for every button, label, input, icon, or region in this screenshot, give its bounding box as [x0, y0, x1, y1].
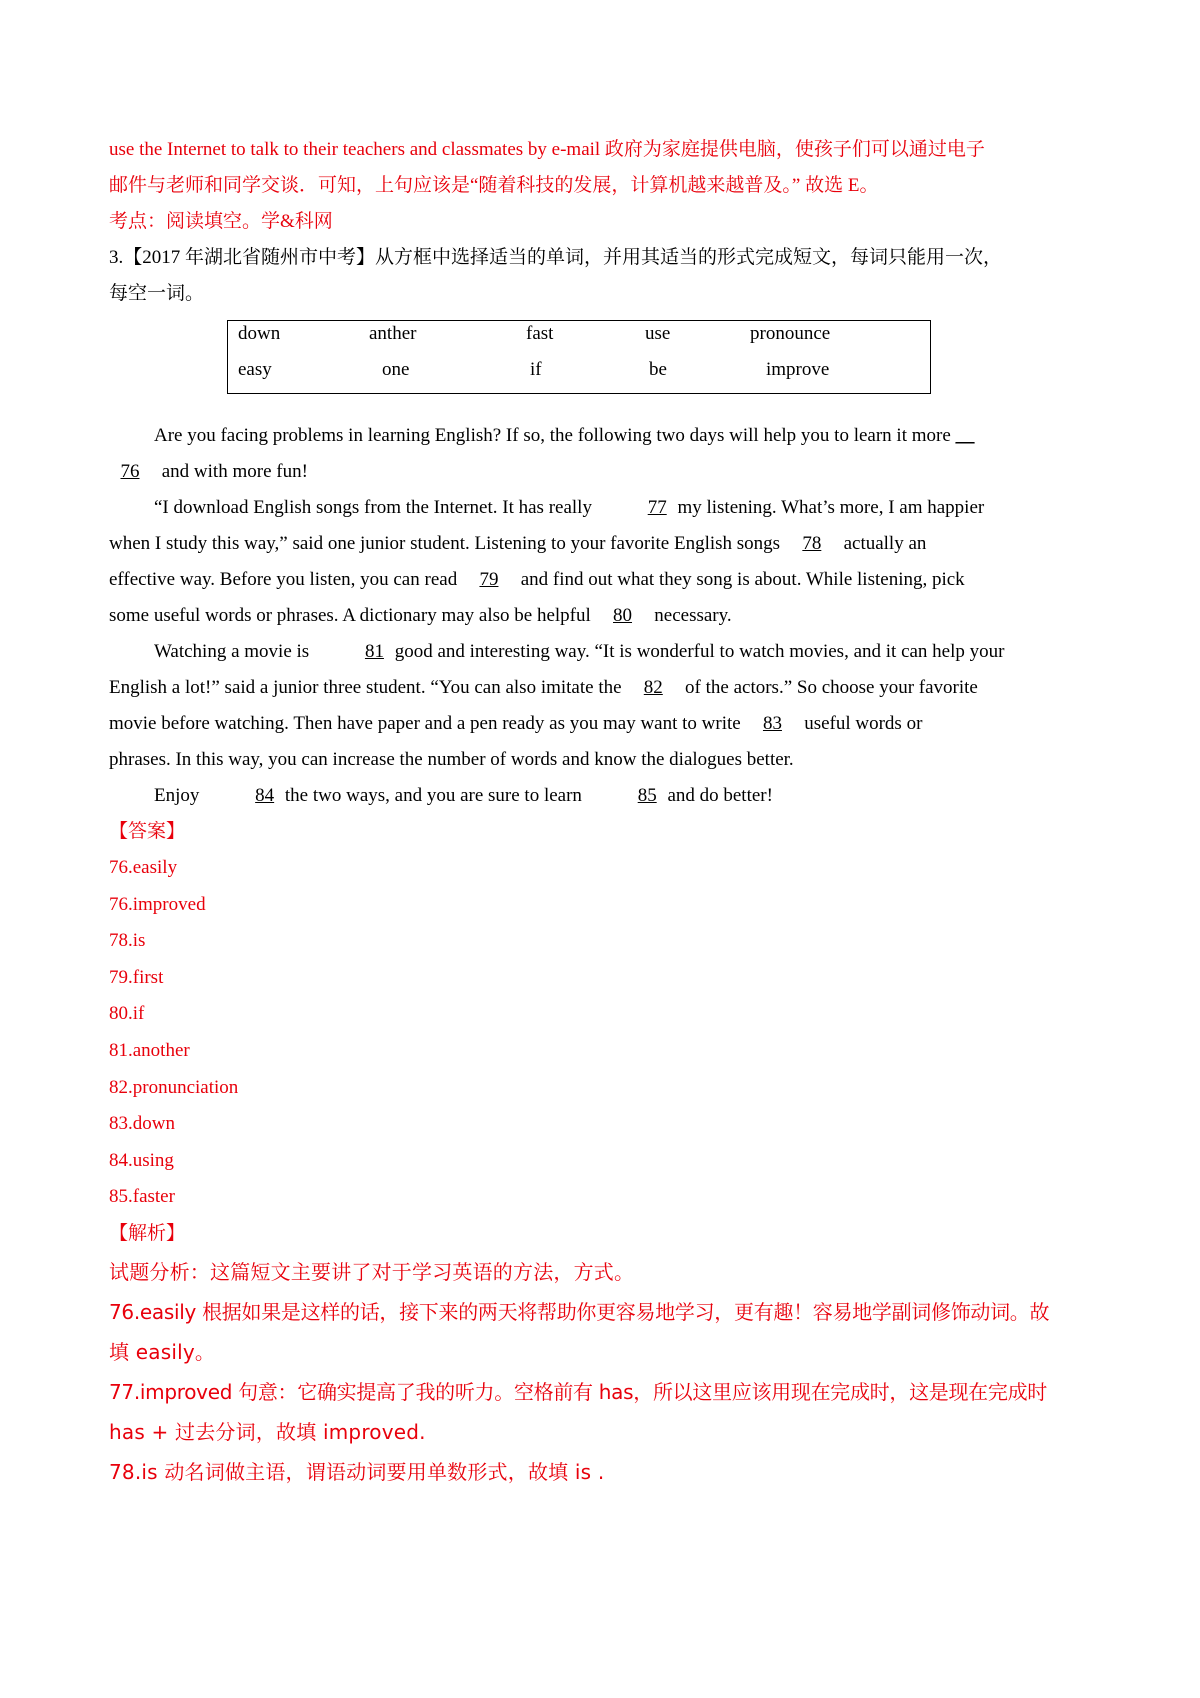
blank-85: 85 — [637, 785, 657, 806]
question-title: 3.【2017 年湖北省随州市中考】从方框中选择适当的单词，并用其适当的形式完成短文，每词只能用一次， — [109, 247, 1003, 268]
word-box-item: if — [530, 359, 542, 380]
answer-item: 79.first — [109, 966, 164, 988]
answer-item: 82.pronunciation — [109, 1076, 239, 1098]
answer-item: 81.another — [109, 1039, 190, 1061]
passage-line: Watching a movie is 81 good and interesting way. “It is wonderful to watch movies, and it can help your — [109, 634, 1099, 670]
passage-line: Enjoy 84 the two ways, and you are sure to learn 85 and do better! — [109, 778, 1099, 814]
word-box-item: be — [649, 359, 667, 380]
word-box-item: one — [382, 359, 410, 380]
passage-line: when I study this way,” said one junior student. Listening to your favorite English songs 78 actually an — [109, 526, 1099, 562]
analysis-line: 76.easily 根据如果是这样的话，接下来的两天将帮助你更容易地学习，更有趣！容易地学副词修饰动词。故 — [109, 1299, 1050, 1324]
analysis-line: 填 easily。 — [109, 1339, 216, 1364]
answer-item: 76.improved — [109, 893, 206, 915]
passage — [109, 418, 1099, 814]
word-box — [227, 320, 931, 394]
analysis-line: 试题分析：这篇短文主要讲了对于学习英语的方法，方式。 — [109, 1259, 635, 1284]
question-title-cont: 每空一词。 — [109, 283, 205, 304]
analysis-header: 【解析】 — [109, 1222, 186, 1244]
passage-line: “I download English songs from the Internet. It has really 77 my listening. What’s more, I am happier — [109, 490, 1099, 526]
passage-line: 76 and with more fun! — [109, 454, 1099, 490]
passage-line: effective way. Before you listen, you can read 79 and find out what they song is about. While listening, pick — [109, 562, 1099, 598]
blank-76: 76 — [120, 461, 140, 482]
prev-explanation-line: use the Internet to talk to their teachers and classmates by e-mail 政府为家庭提供电脑，使孩子们可以通过电子 — [109, 139, 985, 160]
answer-item: 76.easily — [109, 857, 178, 878]
blank-80: 80 — [613, 605, 633, 626]
passage-line: Are you facing problems in learning English? If so, the following two days will help you to learn it more __ — [154, 425, 975, 446]
word-box-item: down — [238, 323, 281, 344]
word-box-item: easy — [238, 359, 272, 380]
prev-explanation-line: 邮件与老师和同学交谈．可知，上句应该是“随着科技的发展，计算机越来越普及。” 故选 E。 — [109, 175, 879, 196]
analysis-line: 78.is 动名词做主语，谓语动词要用单数形式，故填 is . — [109, 1459, 605, 1484]
blank-81: 81 — [364, 641, 384, 662]
word-box-item: fast — [526, 323, 554, 344]
passage-line: phrases. In this way, you can increase the number of words and know the dialogues better. — [109, 749, 794, 770]
analysis-section — [109, 1252, 1099, 1492]
word-box-item: use — [645, 323, 671, 344]
answer-item: 85.faster — [109, 1186, 175, 1208]
blank-82: 82 — [643, 677, 663, 698]
answer-item: 84.using — [109, 1149, 174, 1171]
answer-list — [109, 850, 1099, 1216]
word-box-item: improve — [766, 359, 830, 380]
passage-line: movie before watching. Then have paper and a pen ready as you may want to write 83 useful words or — [109, 706, 1099, 742]
analysis-line: 77.improved 句意：它确实提高了我的听力。空格前有 has，所以这里应该用现在完成时，这是现在完成时 — [109, 1379, 1047, 1404]
answer-item: 80.if — [109, 1003, 145, 1025]
document-page — [109, 132, 1099, 1492]
blank-84: 84 — [255, 785, 275, 806]
answer-item: 83.down — [109, 1113, 175, 1135]
analysis-line: has + 过去分词，故填 improved. — [109, 1419, 426, 1444]
blank-79: 79 — [479, 569, 499, 590]
word-box-item: anther — [369, 323, 417, 344]
blank-77: 77 — [647, 497, 667, 518]
kaodian-note: 考点：阅读填空。学&科网 — [109, 211, 333, 232]
blank-83: 83 — [762, 713, 782, 734]
passage-line: some useful words or phrases. A dictionary may also be helpful 80 necessary. — [109, 598, 1099, 634]
word-box-item: pronounce — [750, 323, 831, 344]
blank-78: 78 — [802, 533, 822, 554]
answer-header: 【答案】 — [109, 821, 186, 842]
answer-item: 78.is — [109, 930, 146, 952]
passage-line: English a lot!” said a junior three student. “You can also imitate the 82 of the actors.” So choose your favorite — [109, 670, 1099, 706]
